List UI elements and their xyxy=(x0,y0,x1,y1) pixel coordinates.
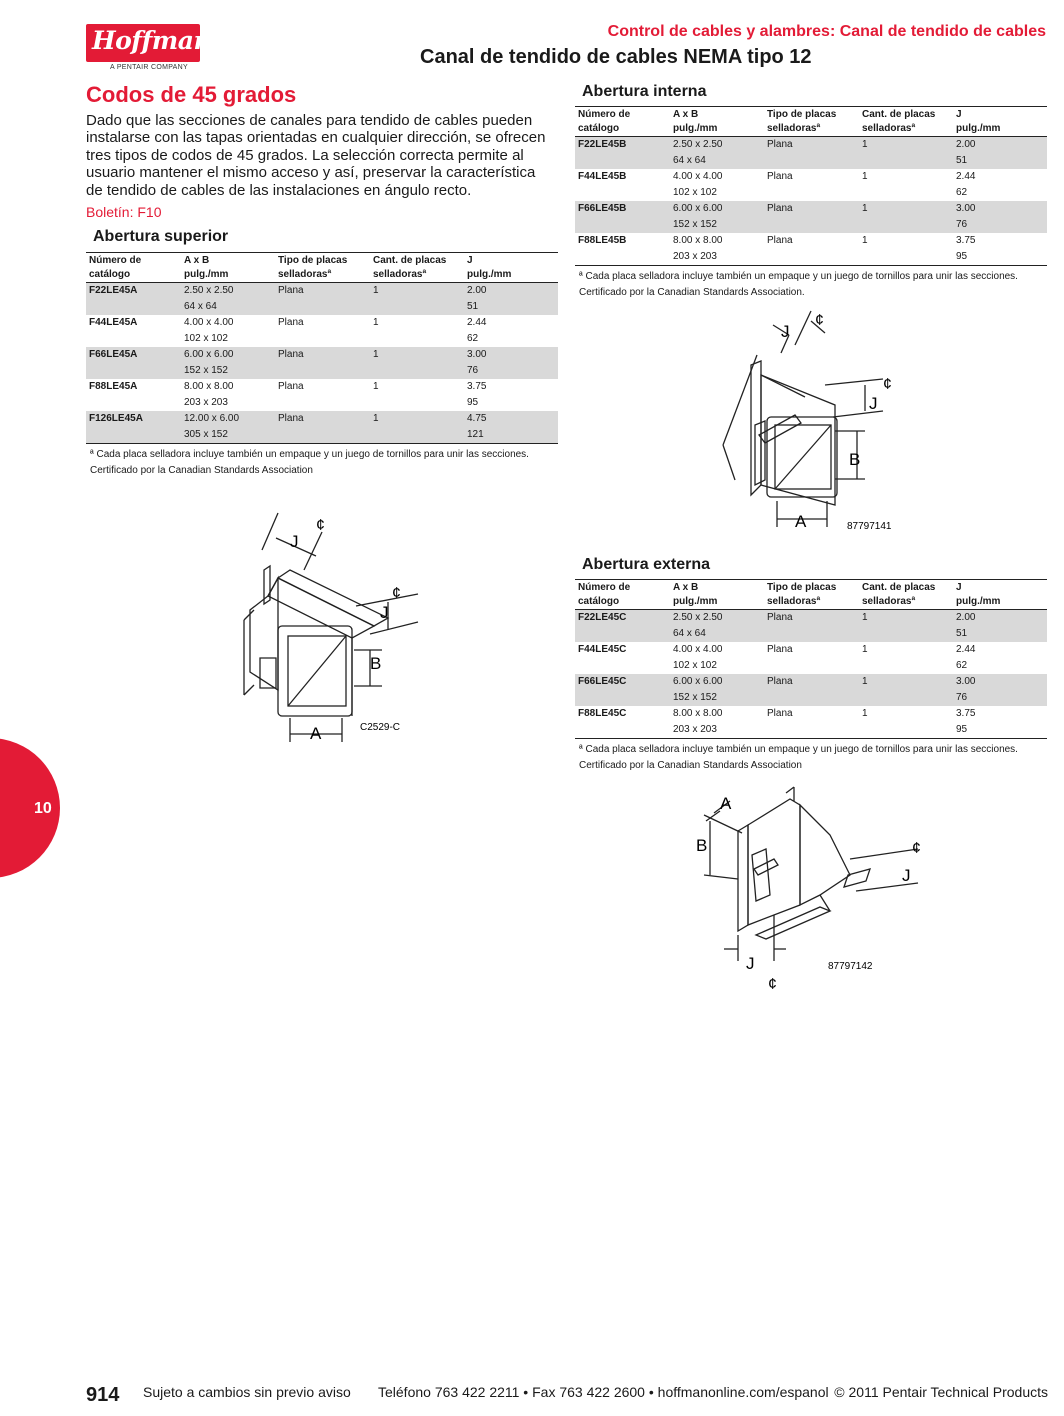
dim-label-a: A xyxy=(310,724,322,743)
table-row: F66LE45A 6.00 x 6.00 152 x 152 Plana 1 3.00 76 xyxy=(86,347,558,379)
footer-copyright: © 2011 Pentair Technical Products xyxy=(834,1384,1048,1400)
centerline-symbol: ¢ xyxy=(912,840,921,857)
dim-label-a: A xyxy=(720,794,732,813)
dim-label-j: J xyxy=(902,866,911,885)
table-title-superior: Abertura superior xyxy=(93,228,229,245)
figure-code: C2529-C xyxy=(360,722,401,733)
table-row: F88LE45C 8.00 x 8.00 203 x 203 Plana 1 3.75 95 xyxy=(575,706,1047,739)
dim-label-j: J xyxy=(746,954,755,973)
page-number: 914 xyxy=(86,1384,120,1406)
footnote: ª Cada placa selladora incluye también un empaque y un juego de tornillos para unir las secciones. xyxy=(90,449,529,460)
figure-code: 87797142 xyxy=(828,961,873,972)
dim-label-j: J xyxy=(869,394,878,413)
table-row: F44LE45A 4.00 x 4.00 102 x 102 Plana 1 2.44 62 xyxy=(89,317,487,344)
table-row: F22LE45B 2.50 x 2.50 64 x 64 Plana 1 2.00 51 xyxy=(575,137,1047,170)
table-row: F44LE45C 4.00 x 4.00 102 x 102 Plana 1 2.44 62 xyxy=(578,644,976,671)
spec-table-externa: Número de catálogo A x B pulg./mm Tipo de placas selladorasª Cant. de placas selladorasª J pulg./mm F22LE45C 2.50 x 2.50 64 x 64 Plana 1 2.00 51 F44LE45C 4.00 x 4.00 102 x 102 Plana 1 2.44 62 F66LE45C 6.00 x 6.00 152 x 152 Plana 1 3.00 76 F88LE45C 8.00 x 8.00 203 x 203 Plana 1 3.75 95 xyxy=(575,579,1047,739)
dim-label-b: B xyxy=(696,836,708,855)
centerline-symbol: ¢ xyxy=(768,976,777,993)
table-title-externa: Abertura externa xyxy=(582,556,711,573)
section-title: Codos de 45 grados xyxy=(86,82,297,107)
footnote: ª Cada placa selladora incluye también un empaque y un juego de tornillos para unir las secciones. xyxy=(579,744,1018,755)
elbow-diagram-external-opening xyxy=(690,785,940,995)
dim-label-b: B xyxy=(849,450,861,469)
elbow-diagram-internal-opening xyxy=(715,305,915,540)
col-ab: A x B pulg./mm xyxy=(181,253,275,283)
table-row: F22LE45C 2.50 x 2.50 64 x 64 Plana 1 2.00 51 xyxy=(575,610,1047,643)
col-cant: Cant. de placas selladorasª xyxy=(370,253,464,283)
footer-disclaimer: Sujeto a cambios sin previo aviso xyxy=(143,1384,351,1400)
table-row: F88LE45B 8.00 x 8.00 203 x 203 Plana 1 3.75 95 xyxy=(575,233,1047,266)
centerline-symbol: ¢ xyxy=(316,517,325,534)
table-row: F44LE45B 4.00 x 4.00 102 x 102 Plana 1 2.44 62 xyxy=(578,171,976,198)
logo-text: Hoffman xyxy=(92,26,212,55)
table-row: F66LE45B 6.00 x 6.00 152 x 152 Plana 1 3.00 76 xyxy=(575,201,1047,233)
table-row: F22LE45A 2.50 x 2.50 64 x 64 Plana 1 2.00 51 xyxy=(86,283,558,316)
table-row: F88LE45A 8.00 x 8.00 203 x 203 Plana 1 3.75 95 xyxy=(89,381,487,408)
header-category: Control de cables y alambres: Canal de tendido de cables xyxy=(607,23,1046,40)
dim-label-j: J xyxy=(380,603,389,622)
table-row: F126LE45A 12.00 x 6.00 305 x 152 Plana 1 4.75 121 xyxy=(86,411,558,444)
spec-table-interna: Número de catálogo A x B pulg./mm Tipo de placas selladorasª Cant. de placas selladorasª J pulg./mm F22LE45B 2.50 x 2.50 64 x 64 Plana 1 2.00 51 F44LE45B 4.00 x 4.00 102 x 102 Plana 1 2.44 62 F66LE45B 6.00 x 6.00 152 x 152 Plana 1 3.00 76 F88LE45B 8.00 x 8.00 203 x 203 Plana 1 3.75 95 xyxy=(575,106,1047,266)
certification-note: Certificado por la Canadian Standards Association xyxy=(579,760,802,771)
certification-note: Certificado por la Canadian Standards Association xyxy=(90,465,313,476)
intro-paragraph: Dado que las secciones de canales para tendido de cables pueden instalarse con las tapas orientadas en cualquier dirección, se ofrecen tres tipos de codos de 45 grados. La selección correcta permite al usuario mantener el mismo acceso y así, preservar la característica de tendido de cables de las instalaciones en ángulo recto. xyxy=(86,112,546,199)
col-j: J pulg./mm xyxy=(464,253,558,283)
centerline-symbol: ¢ xyxy=(392,585,401,602)
table-title-interna: Abertura interna xyxy=(582,83,707,100)
col-catalog: Número de catálogo xyxy=(86,253,181,283)
page-title: Canal de tendido de cables NEMA tipo 12 xyxy=(420,46,812,68)
certification-note: Certificado por la Canadian Standards Association. xyxy=(579,287,805,298)
centerline-symbol: ¢ xyxy=(815,312,824,329)
centerline-symbol: ¢ xyxy=(883,376,892,393)
dim-label-j: J xyxy=(781,322,790,341)
figure-code: 87797141 xyxy=(847,521,892,532)
elbow-diagram-top-opening xyxy=(230,510,430,750)
logo-subtitle: A PENTAIR COMPANY xyxy=(110,64,188,71)
section-tab-number: 10 xyxy=(34,800,52,817)
dim-label-j: J xyxy=(290,532,299,551)
table-row: F66LE45C 6.00 x 6.00 152 x 152 Plana 1 3.00 76 xyxy=(575,674,1047,706)
dim-label-a: A xyxy=(795,512,807,531)
spec-table-superior xyxy=(86,252,558,444)
bulletin-ref: Boletín: F10 xyxy=(86,204,162,220)
dim-label-b: B xyxy=(370,654,382,673)
footnote: ª Cada placa selladora incluye también un empaque y un juego de tornillos para unir las secciones. xyxy=(579,271,1018,282)
col-tipo: Tipo de placas selladorasª xyxy=(275,253,370,283)
footer-contact: Teléfono 763 422 2211 • Fax 763 422 2600 • hoffmanonline.com/espanol xyxy=(378,1384,829,1400)
